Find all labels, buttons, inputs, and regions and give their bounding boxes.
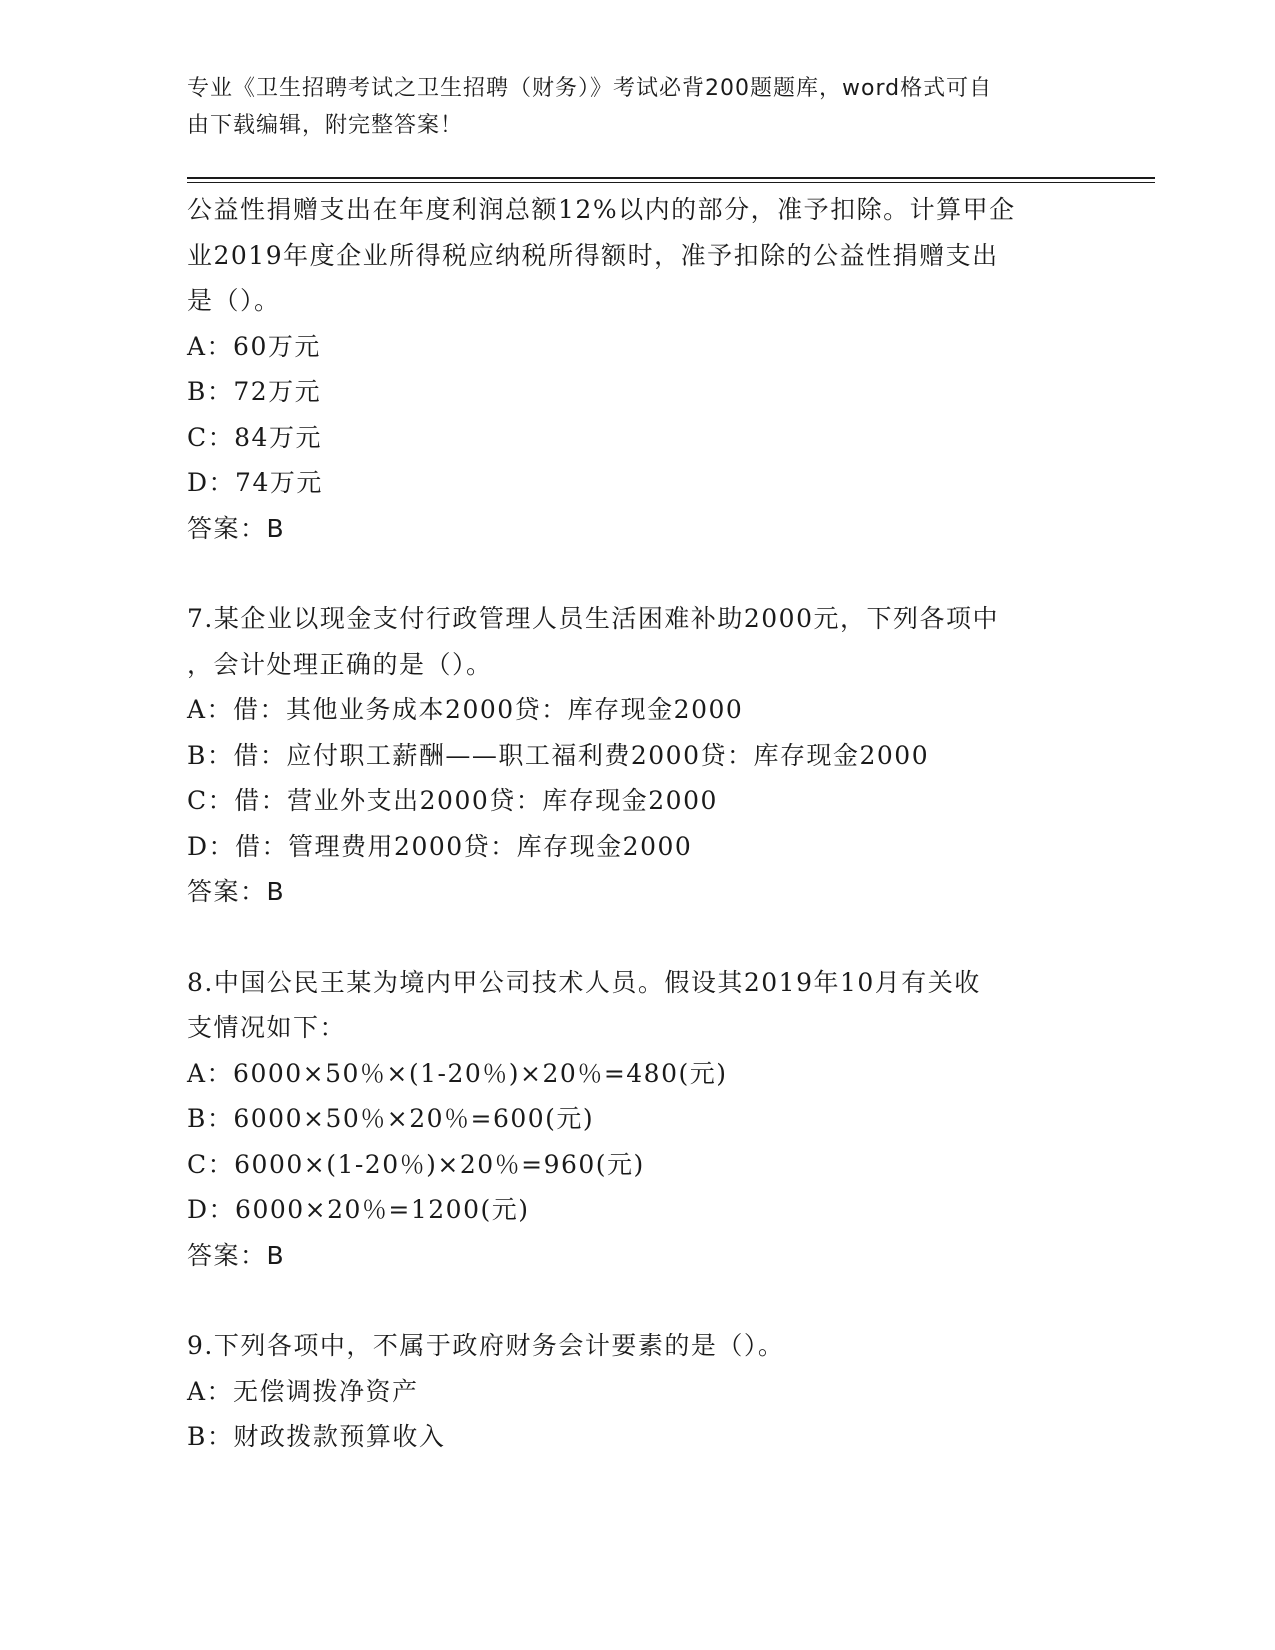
option-d: D：6000×20％=1200(元) — [187, 1195, 530, 1224]
option-b: B：72万元 — [187, 377, 322, 406]
question-fragment — [187, 187, 1087, 551]
page-header — [187, 70, 1067, 144]
option-b: B：财政拨款预算收入 — [187, 1422, 446, 1451]
question-text-line: 9.下列各项中，不属于政府财务会计要素的是（）。 — [187, 1331, 785, 1360]
option-d: D：74万元 — [187, 468, 323, 497]
option-b: B：借：应付职工薪酬——职工福利费2000贷：库存现金2000 — [187, 740, 930, 770]
option-a: A：借：其他业务成本2000贷：库存现金2000 — [187, 695, 744, 724]
answer-line: 答案：B — [187, 1240, 286, 1270]
option-a: A：无偿调拨净资产 — [187, 1376, 419, 1406]
option-a: A：60万元 — [187, 331, 321, 361]
header-line-2: 由下载编辑，附完整答案！ — [187, 113, 464, 138]
question-8 — [187, 960, 1087, 1279]
question-content — [187, 187, 1087, 1460]
header-divider-thin — [187, 182, 1155, 183]
option-d: D：借：管理费用2000贷：库存现金2000 — [187, 831, 693, 861]
option-a: A：6000×50％×(1-20％)×20％=480(元) — [187, 1058, 728, 1088]
option-c: C：6000×(1-20％)×20％=960(元) — [187, 1149, 645, 1179]
option-c: C：借：营业外支出2000贷：库存现金2000 — [187, 786, 718, 815]
question-text-line: ，会计处理正确的是（）。 — [187, 649, 493, 679]
question-text-line: 8.中国公民王某为境内甲公司技术人员。假设其2019年10月有关收 — [187, 967, 981, 997]
question-text-line: 是（）。 — [187, 286, 281, 315]
question-text-line: 公益性捐赠支出在年度利润总额12%以内的部分，准予扣除。计算甲企 — [187, 195, 1016, 224]
header-divider-thick — [187, 177, 1155, 179]
question-text-line: 7.某企业以现金支付行政管理人员生活困难补助2000元，下列各项中 — [187, 604, 999, 633]
question-9 — [187, 1323, 1087, 1460]
header-line-1: 专业《卫生招聘考试之卫生招聘（财务）》考试必背200题题库，word格式可自 — [187, 76, 993, 101]
question-text-line: 业2019年度企业所得税应纳税所得额时，准予扣除的公益性捐赠支出 — [187, 240, 999, 270]
answer-line: 答案：B — [187, 877, 286, 906]
option-b: B：6000×50％×20％=600(元) — [187, 1104, 595, 1133]
question-text-line: 支情况如下： — [187, 1013, 347, 1042]
option-c: C：84万元 — [187, 422, 322, 452]
answer-line: 答案：B — [187, 513, 286, 543]
question-7 — [187, 596, 1087, 915]
